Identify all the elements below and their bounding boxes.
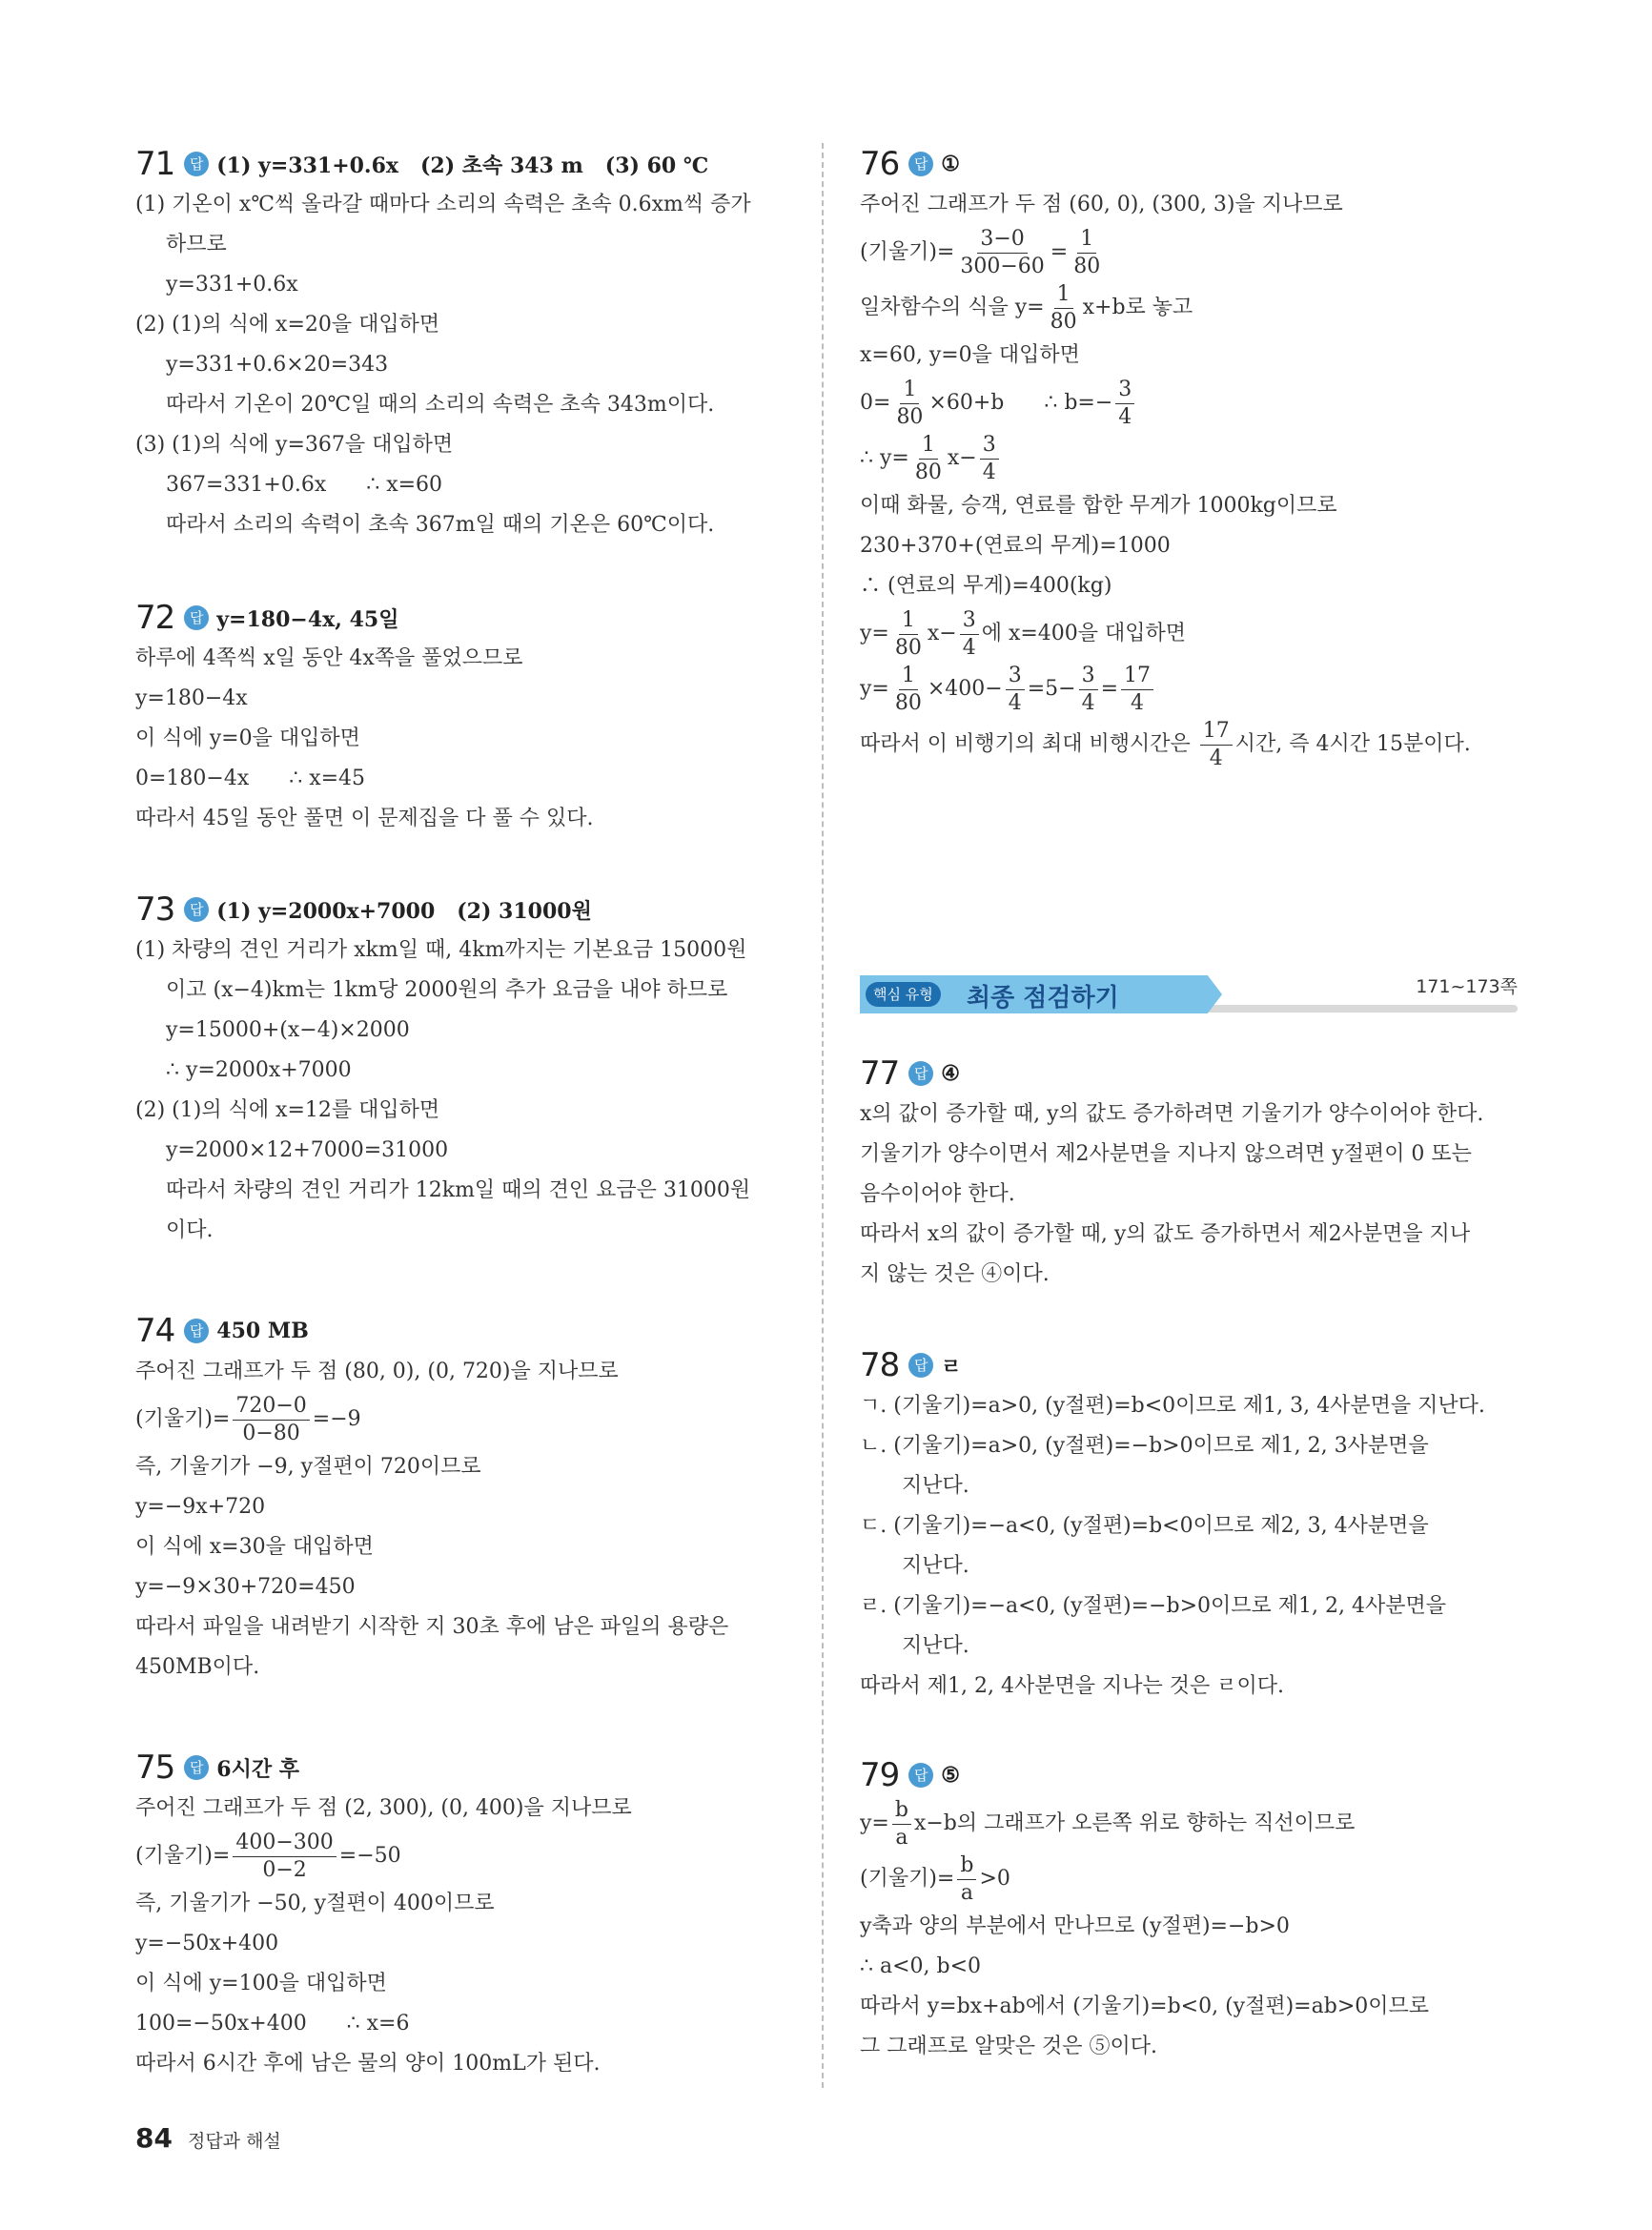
fraction-denominator: 80: [914, 460, 942, 484]
fraction-denominator: 80: [894, 690, 922, 715]
problem-header: [135, 889, 803, 931]
solution-line: y=−9×30+720=450: [135, 1575, 356, 1599]
solution-line: ㄱ. (기울기)=a>0, (y절편)=b<0이므로 제1, 3, 4사분면을 지난다.: [860, 1394, 1485, 1418]
solution-line: [860, 280, 1518, 336]
solution-line: ㄴ. (기울기)=a>0, (y절편)=−b>0이므로 제1, 2, 3사분면을: [860, 1434, 1429, 1458]
solution-line: 즉, 기울기가 −50, y절편이 400이므로: [135, 1892, 495, 1915]
fraction-numerator: 17: [1200, 721, 1233, 746]
solution-line: 주어진 그래프가 두 점 (2, 300), (0, 400)을 지나므로: [135, 1796, 632, 1820]
answer-badge-icon: 답: [908, 1353, 933, 1378]
answer-text: 6시간 후: [216, 1756, 299, 1782]
solution-line: 주어진 그래프가 두 점 (80, 0), (0, 720)을 지나므로: [135, 1360, 619, 1383]
fraction-numerator: 1: [1054, 284, 1073, 309]
solution-line: 따라서 6시간 후에 남은 물의 양이 100mL가 된다.: [135, 2052, 601, 2076]
solution-line: (1) 차량의 견인 거리가 xkm일 때, 4km까지는 기본요금 15000원: [135, 938, 747, 962]
problem-75: [135, 1747, 803, 2084]
problem-74: [135, 1310, 803, 1688]
solution-line: [860, 376, 1518, 431]
text-segment: (기울기)=: [860, 1867, 955, 1891]
fraction: [892, 607, 925, 660]
fraction-numerator: 3: [1006, 665, 1025, 690]
answer-badge-icon: 답: [184, 897, 209, 922]
fraction: [892, 1797, 911, 1850]
solution-line: [860, 1796, 1518, 1852]
solution-line: 230+370+(연료의 무게)=1000: [860, 534, 1171, 558]
fraction: [1079, 665, 1098, 714]
problem-number: 79: [860, 1756, 900, 1794]
fraction-numerator: 3: [1079, 665, 1098, 690]
text-segment: y=: [860, 1811, 889, 1835]
fraction-numerator: 17: [1121, 665, 1153, 690]
fraction: [1048, 281, 1080, 334]
solution-line: [860, 662, 1518, 717]
fraction-denominator: 80: [896, 404, 924, 429]
answer-badge-icon: 답: [184, 605, 209, 630]
problem-78: [860, 1344, 1518, 1707]
solution-line: 하므로: [166, 233, 227, 256]
solution-line: [860, 606, 1518, 662]
section-header: [860, 971, 1518, 1018]
solution-lines: [860, 1796, 1518, 2067]
solution-line: 이 식에 y=100을 대입하면: [135, 1972, 387, 1995]
answer-badge-icon: 답: [908, 1763, 933, 1788]
solution-line: (1) 기온이 x℃씩 올라갈 때마다 소리의 속력은 초속 0.6xm씩 증가: [135, 193, 751, 216]
solution-line: 따라서 제1, 2, 4사분면을 지나는 것은 ㄹ이다.: [860, 1674, 1284, 1698]
solution-line: y축과 양의 부분에서 만나므로 (y절편)=−b>0: [860, 1914, 1290, 1938]
fraction: [980, 432, 999, 484]
section-page-range: 171~173쪽: [1416, 976, 1518, 997]
fraction: [1121, 665, 1153, 714]
answer-badge-icon: 답: [908, 152, 933, 176]
solution-line: 그 그래프로 알맞은 것은 ⑤이다.: [860, 2035, 1157, 2058]
solution-line: (3) (1)의 식에 y=367을 대입하면: [135, 433, 454, 457]
problem-79: [860, 1754, 1518, 2067]
fraction-numerator: 3−0: [977, 229, 1027, 254]
fraction-denominator: 4: [1008, 690, 1022, 715]
section-underline: [1203, 1005, 1518, 1013]
problem-header: [135, 597, 803, 639]
fraction: [1115, 379, 1134, 428]
solution-lines: [860, 185, 1518, 772]
fraction-denominator: 80: [1073, 254, 1101, 278]
fraction-denominator: 4: [1209, 746, 1223, 770]
solution-line: 따라서 파일을 내려받기 시작한 지 30초 후에 남은 파일의 용량은: [135, 1615, 729, 1639]
text-segment: =: [1100, 677, 1119, 701]
solution-line: 따라서 y=bx+ab에서 (기울기)=b<0, (y절편)=ab>0이므로: [860, 1995, 1430, 2018]
text-segment: =−9: [312, 1407, 361, 1431]
fraction-numerator: b: [957, 1855, 976, 1880]
solution-line: 367=331+0.6x ∴ x=60: [166, 473, 443, 497]
fraction-numerator: 1: [899, 665, 918, 690]
text-segment: y=: [860, 622, 889, 645]
problem-77: [860, 1053, 1518, 1295]
problem-number: 76: [860, 145, 900, 183]
solution-line: [135, 1829, 803, 1884]
fraction-denominator: a: [895, 1825, 908, 1850]
solution-line: 이 식에 y=0을 대입하면: [135, 726, 360, 750]
answer-text: ㄹ: [941, 1354, 962, 1380]
solution-line: 하루에 4쪽씩 x일 동안 4x쪽을 풀었으므로: [135, 646, 523, 670]
solution-line: y=2000×12+7000=31000: [166, 1138, 449, 1162]
solution-lines: [135, 1352, 803, 1688]
solution-line: ㄹ. (기울기)=−a<0, (y절편)=−b>0이므로 제1, 2, 4사분면을: [860, 1594, 1447, 1618]
fraction: [892, 665, 925, 714]
fraction-denominator: 80: [894, 635, 922, 660]
solution-line: [860, 717, 1518, 772]
text-segment: =−50: [338, 1844, 401, 1868]
solution-line: 이때 화물, 승객, 연료를 합한 무게가 1000kg이므로: [860, 494, 1337, 518]
solution-line: 100=−50x+400 ∴ x=6: [135, 2012, 410, 2036]
fraction-denominator: 4: [1118, 404, 1132, 429]
solution-line: 지난다.: [902, 1634, 969, 1658]
section-tag: 핵심 유형: [866, 982, 941, 1007]
fraction-numerator: 1: [1077, 229, 1096, 254]
solution-line: x의 값이 증가할 때, y의 값도 증가하려면 기울기가 양수이어야 한다.: [860, 1102, 1484, 1126]
answer-text: (1) y=2000x+7000 (2) 31000원: [216, 898, 592, 924]
solution-line: 지 않는 것은 ④이다.: [860, 1262, 1050, 1286]
solution-line: y=−50x+400: [135, 1932, 279, 1955]
solution-line: y=331+0.6×20=343: [166, 353, 389, 377]
solution-line: ㄷ. (기울기)=−a<0, (y절편)=b<0이므로 제2, 3, 4사분면을: [860, 1514, 1429, 1538]
problem-71: [135, 143, 803, 545]
solution-line: [860, 1852, 1518, 1907]
solution-line: [860, 225, 1518, 280]
text-segment: 0=: [860, 391, 891, 415]
fraction: [233, 1832, 336, 1881]
solution-line: y=15000+(x−4)×2000: [166, 1018, 410, 1042]
column-divider: [822, 143, 824, 2088]
solution-line: y=−9x+720: [135, 1495, 266, 1519]
problem-number: 75: [135, 1749, 175, 1787]
text-segment: x+b로 놓고: [1082, 296, 1193, 319]
fraction: [912, 432, 945, 484]
fraction-numerator: 1: [919, 435, 938, 460]
solution-line: 음수이어야 한다.: [860, 1182, 1015, 1206]
fraction-denominator: 0−2: [262, 1857, 307, 1882]
fraction-numerator: 400−300: [233, 1832, 336, 1857]
text-segment: 시간, 즉 4시간 15분이다.: [1234, 732, 1471, 756]
fraction-numerator: 3: [960, 610, 979, 635]
fraction: [960, 607, 979, 660]
solution-line: [135, 1392, 803, 1447]
text-segment: ∴ y=: [860, 446, 909, 470]
problem-header: [860, 1053, 1518, 1095]
problem-number: 78: [860, 1346, 900, 1384]
text-segment: =: [1050, 240, 1069, 264]
problem-header: [860, 143, 1518, 185]
problem-number: 74: [135, 1312, 175, 1350]
page-number: 84: [135, 2122, 173, 2154]
solution-line: 지난다.: [902, 1474, 969, 1498]
text-segment: (기울기)=: [860, 240, 955, 264]
solution-line: 따라서 x의 값이 증가할 때, y의 값도 증가하면서 제2사분면을 지나: [860, 1222, 1471, 1246]
text-segment: 에 x=400을 대입하면: [981, 622, 1187, 645]
fraction: [1006, 665, 1025, 714]
answer-badge-icon: 답: [184, 1755, 209, 1780]
solution-line: (2) (1)의 식에 x=20을 대입하면: [135, 313, 440, 337]
solution-lines: [860, 1095, 1518, 1295]
section-title: 최종 점검하기: [967, 984, 1119, 1013]
text-segment: >0: [979, 1867, 1010, 1891]
solution-line: 450MB이다.: [135, 1655, 260, 1679]
fraction-numerator: 720−0: [233, 1396, 309, 1421]
answer-badge-icon: 답: [908, 1061, 933, 1086]
solution-line: [860, 431, 1518, 486]
solution-line: 지난다.: [902, 1554, 969, 1578]
solution-line: y=180−4x: [135, 686, 248, 710]
page-footer: [135, 2122, 281, 2154]
fraction-denominator: 300−60: [960, 254, 1045, 278]
fraction-numerator: 1: [900, 379, 919, 404]
answer-badge-icon: 답: [184, 152, 209, 176]
text-segment: (기울기)=: [135, 1844, 231, 1868]
fraction: [893, 379, 926, 428]
solution-line: (2) (1)의 식에 x=12를 대입하면: [135, 1098, 440, 1122]
fraction-denominator: 4: [1131, 690, 1145, 715]
solution-line: 이다.: [166, 1218, 214, 1242]
fraction-numerator: 1: [899, 610, 918, 635]
solution-line: ∴ y=2000x+7000: [166, 1058, 352, 1082]
answer-text: y=180−4x, 45일: [216, 606, 399, 632]
answer-text: (1) y=331+0.6x (2) 초속 343 m (3) 60 ℃: [216, 153, 709, 178]
fraction-numerator: 3: [980, 435, 999, 460]
fraction: [1071, 226, 1103, 278]
fraction-numerator: 3: [1115, 379, 1134, 404]
problem-72: [135, 597, 803, 839]
fraction-numerator: b: [892, 1800, 911, 1825]
text-segment: x−: [947, 446, 977, 470]
answer-text: ④: [941, 1061, 960, 1086]
solution-lines: [135, 931, 803, 1251]
fraction: [957, 226, 1047, 278]
solution-line: 0=180−4x ∴ x=45: [135, 767, 366, 790]
problem-number: 73: [135, 890, 175, 929]
answer-text: ⑤: [941, 1763, 960, 1788]
solution-line: 따라서 기온이 20℃일 때의 소리의 속력은 초속 343m이다.: [166, 393, 715, 417]
problem-number: 71: [135, 145, 175, 183]
solution-line: y=331+0.6x: [166, 273, 298, 297]
answer-text: ①: [941, 152, 960, 176]
solution-line: 이고 (x−4)km는 1km당 2000원의 추가 요금을 내야 하므로: [166, 978, 728, 1002]
fraction-denominator: 4: [1081, 690, 1095, 715]
problem-header: [135, 1310, 803, 1352]
text-segment: x−b의 그래프가 오른쪽 위로 향하는 직선이므로: [913, 1811, 1356, 1835]
problem-number: 77: [860, 1054, 900, 1093]
fraction-denominator: 4: [982, 460, 996, 484]
fraction: [957, 1852, 976, 1905]
problem-76: [860, 143, 1518, 772]
answer-badge-icon: 답: [184, 1319, 209, 1343]
problem-header: [135, 1747, 803, 1789]
solution-line: 주어진 그래프가 두 점 (60, 0), (300, 3)을 지나므로: [860, 193, 1343, 216]
solution-line: 즉, 기울기가 −9, y절편이 720이므로: [135, 1455, 481, 1479]
fraction-denominator: 0−80: [242, 1421, 300, 1445]
solution-line: 따라서 45일 동안 풀면 이 문제집을 다 풀 수 있다.: [135, 807, 594, 830]
fraction-denominator: 4: [962, 635, 976, 660]
solution-lines: [860, 1386, 1518, 1707]
solution-lines: [135, 1789, 803, 2084]
problem-header: [860, 1754, 1518, 1796]
solution-line: ∴ a<0, b<0: [860, 1954, 982, 1978]
text-segment: =5−: [1027, 677, 1076, 701]
text-segment: 따라서 이 비행기의 최대 비행시간은: [860, 732, 1197, 756]
text-segment: ×400−: [927, 677, 1003, 701]
text-segment: ×60+b ∴ b=−: [928, 391, 1113, 415]
text-segment: (기울기)=: [135, 1407, 231, 1431]
solution-line: 이 식에 x=30을 대입하면: [135, 1535, 374, 1559]
fraction: [1200, 718, 1233, 770]
problem-number: 72: [135, 599, 175, 637]
book-title: 정답과 해설: [187, 2131, 281, 2152]
solution-line: 기울기가 양수이면서 제2사분면을 지나지 않으려면 y절편이 0 또는: [860, 1142, 1472, 1166]
fraction-denominator: 80: [1050, 309, 1077, 334]
problem-header: [860, 1344, 1518, 1386]
solution-lines: [135, 639, 803, 839]
text-segment: 일차함수의 식을 y=: [860, 296, 1045, 319]
fraction-denominator: a: [960, 1880, 973, 1905]
answer-text: 450 MB: [216, 1319, 309, 1343]
solution-line: 따라서 소리의 속력이 초속 367m일 때의 기온은 60℃이다.: [166, 513, 715, 537]
solution-lines: [135, 185, 803, 545]
solution-line: x=60, y=0을 대입하면: [860, 343, 1080, 367]
text-segment: y=: [860, 677, 889, 701]
problem-73: [135, 889, 803, 1251]
fraction: [233, 1393, 309, 1445]
problem-header: [135, 143, 803, 185]
solution-line: 따라서 차량의 견인 거리가 12km일 때의 견인 요금은 31000원: [166, 1178, 751, 1202]
solution-line: ∴ (연료의 무게)=400(kg): [860, 574, 1112, 598]
text-segment: x−: [927, 622, 957, 645]
